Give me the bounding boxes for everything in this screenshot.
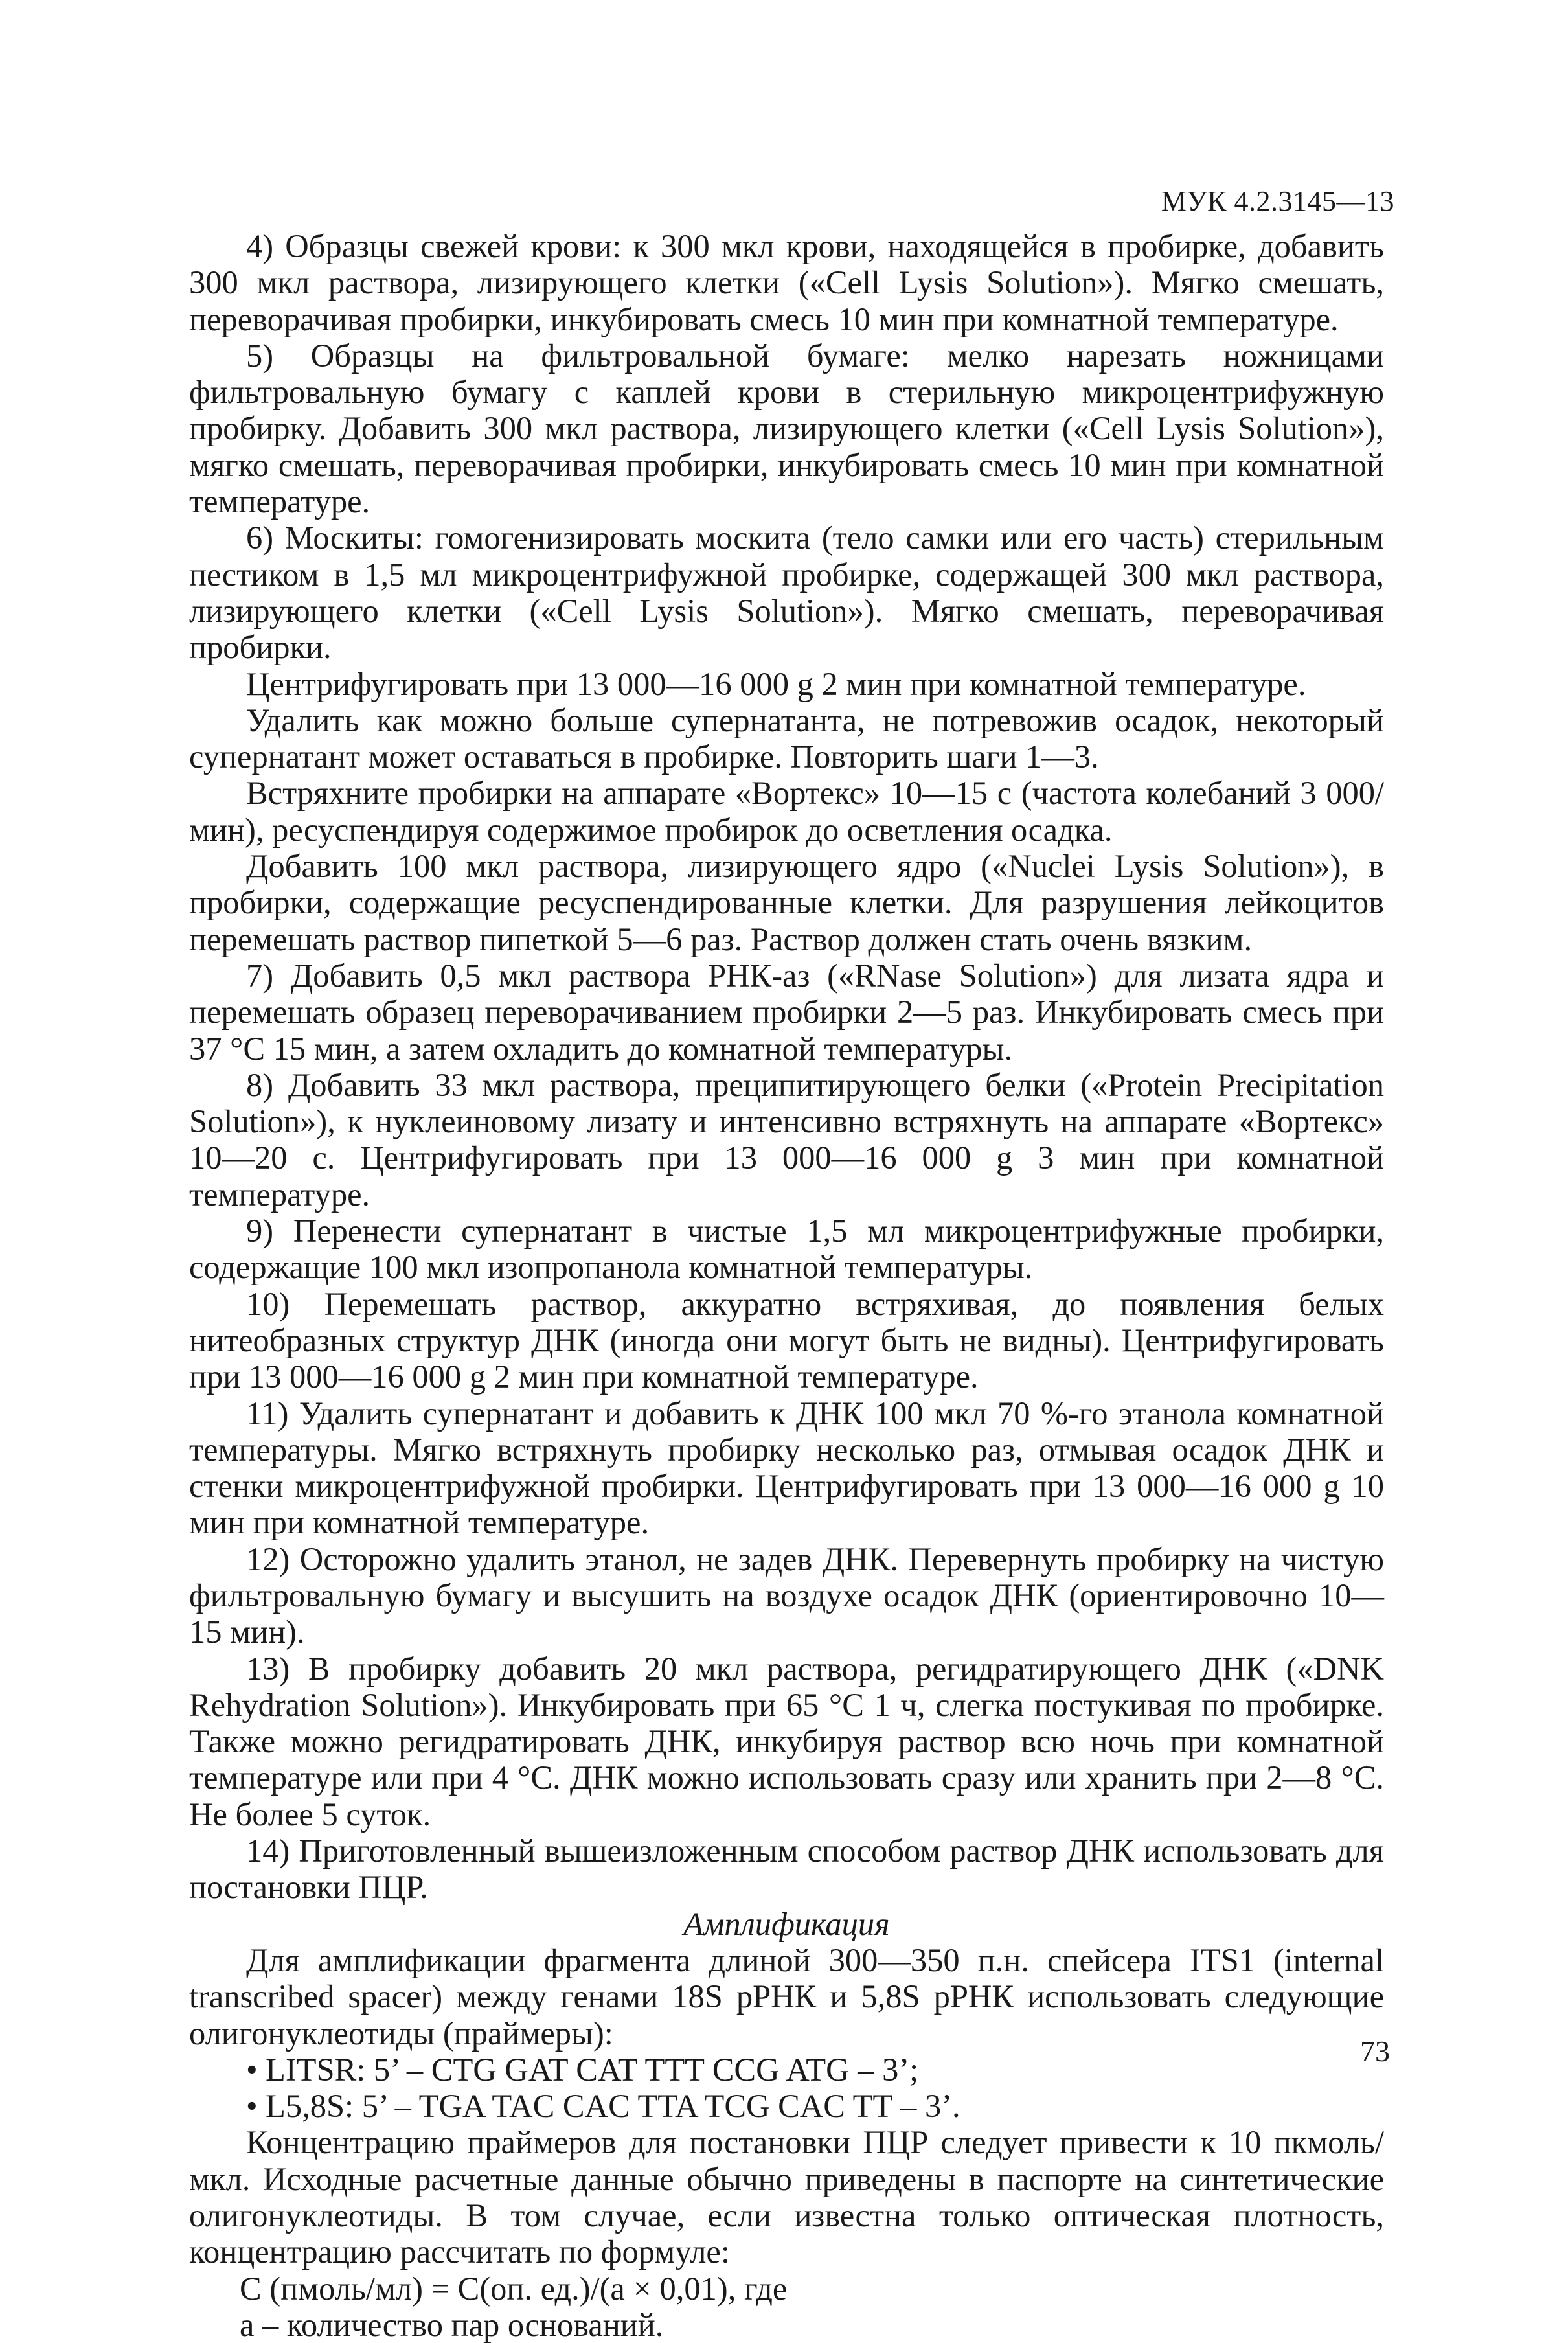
paragraph-amplification-intro: Для амплификации фрагмента длиной 300—350 п.н. спейсера ITS1 (internal transcribed spacer) между генами 18S рРНК и 5,8S рРНК использовать следующие олигонуклеотиды (праймеры):: [189, 1941, 1384, 2052]
paragraph-step-8: 8) Добавить 33 мкл раствора, преципитирующего белки («Protein Precipitation Solution»), к нуклеиновому лизату и интенсивно встряхнуть на аппарате «Вортекс» 10—20 с. Центрифугировать при 13 000—16 000 g 3 мин при комнатной температуре.: [189, 1066, 1384, 1213]
formula: С (пмоль/мл) = С(оп. ед.)/(а × 0,01), где: [240, 2270, 788, 2307]
body-text: [189, 228, 1384, 2343]
paragraph-step-6: 6) Москиты: гомогенизировать москита (тело самки или его часть) стерильным пестиком в 1,5 мл микроцентрифужной пробирке, содержащей 300 мкл раствора, лизирующего клетки («Cell Lysis Solution»). Мягко смешать, переворачивая пробирки.: [189, 520, 1384, 666]
paragraph-remove-supernatant: Удалить как можно больше супернатанта, не потревожив осадок, некоторый супернатант может оставаться в пробирке. Повторить шаги 1—3.: [189, 702, 1384, 775]
bullet-icon: •: [246, 2051, 258, 2088]
paragraph-step-7: 7) Добавить 0,5 мкл раствора РНК-аз («RNase Solution») для лизата ядра и перемешать образец переворачиванием пробирки 2—5 раз. Инкубировать смесь при 37 °С 15 мин, а затем охладить до комнатной температуры.: [189, 957, 1384, 1067]
paragraph-vortex: Встряхните пробирки на аппарате «Вортекс» 10—15 с (частота колебаний 3 000/мин), ресуспендируя содержимое пробирок до осветления осадка.: [189, 775, 1384, 848]
paragraph-step-5: 5) Образцы на фильтровальной бумаге: мелко нарезать ножницами фильтровальную бумагу с каплей крови в стерильную микроцентрифужную пробирку. Добавить 300 мкл раствора, лизирующего клетки («Cell Lysis Solution»), мягко смешать, переворачивая пробирки, инкубировать смесь 10 мин при комнатной температуре.: [189, 337, 1384, 520]
paragraph-step-12: 12) Осторожно удалить этанол, не задев ДНК. Перевернуть пробирку на чистую фильтровальную бумагу и высушить на воздухе осадок ДНК (ориентировочно 10—15 мин).: [189, 1540, 1384, 1651]
paragraph-step-4: 4) Образцы свежей крови: к 300 мкл крови, находящейся в пробирке, добавить 300 мкл раствора, лизирующего клетки («Cell Lysis Solution»). Мягко смешать, переворачивая пробирки, инкубировать смесь 10 мин при комнатной температуре.: [189, 228, 1384, 337]
paragraph-step-10: 10) Перемешать раствор, аккуратно встряхивая, до появления белых нитеобразных структур ДНК (иногда они могут быть не видны). Центрифугировать при 13 000—16 000 g 2 мин при комнатной температуре.: [189, 1285, 1384, 1395]
primer-text: LITSR: 5’ – CTG GAT CAT TTT CCG ATG – 3’;: [266, 2051, 919, 2088]
paragraph-step-14: 14) Приготовленный вышеизложенным способом раствор ДНК использовать для постановки ПЦР.: [189, 1833, 1384, 1906]
primer-text: L5,8S: 5’ – TGA TAC CAC TTA TCG CAC TT – 3’.: [266, 2088, 960, 2125]
section-heading-amplification: Амплификация: [683, 1905, 890, 1942]
paragraph-step-9: 9) Перенести супернатант в чистые 1,5 мл микроцентрифужные пробирки, содержащие 100 мкл изопропанола комнатной температуры.: [189, 1213, 1384, 1286]
page-number: 73: [1360, 2035, 1390, 2068]
primer-item: [189, 2088, 1384, 2124]
formula-note: а – количество пар оснований.: [240, 2306, 664, 2343]
paragraph-nuclei-lysis: Добавить 100 мкл раствора, лизирующего ядро («Nuclei Lysis Solution»), в пробирки, содержащие ресуспендированные клетки. Для разрушения лейкоцитов перемешать раствор пипеткой 5—6 раз. Раствор должен стать очень вязким.: [189, 848, 1384, 957]
paragraph-step-13: 13) В пробирку добавить 20 мкл раствора, регидратирующего ДНК («DNK Rehydration Solution»). Инкубировать при 65 °С 1 ч, слегка постукивая по пробирке. Также можно регидратировать ДНК, инкубируя раствор всю ночь при комнатной температуре или при 4 °С. ДНК можно использовать сразу или хранить при 2—8 °С. Не более 5 суток.: [189, 1650, 1384, 1833]
primer-item: [189, 2052, 1384, 2088]
paragraph-step-11: 11) Удалить супернатант и добавить к ДНК 100 мкл 70 %-го этанола комнатной температуры. Мягко встряхнуть пробирку несколько раз, отмывая осадок ДНК и стенки микроцентрифужной пробирки. Центрифугировать при 13 000—16 000 g 10 мин при комнатной температуре.: [189, 1395, 1384, 1541]
paragraph-concentration: Концентрацию праймеров для постановки ПЦР следует привести к 10 пкмоль/мкл. Исходные расчетные данные обычно приведены в паспорте на синтетические олигонуклеотиды. В том случае, если известна только оптическая плотность, концентрацию рассчитать по формуле:: [189, 2124, 1384, 2270]
paragraph-centrifuge: Центрифугировать при 13 000—16 000 g 2 мин при комнатной температуре.: [246, 665, 1306, 702]
document-code: МУК 4.2.3145—13: [1161, 185, 1394, 217]
bullet-icon: •: [246, 2088, 258, 2125]
